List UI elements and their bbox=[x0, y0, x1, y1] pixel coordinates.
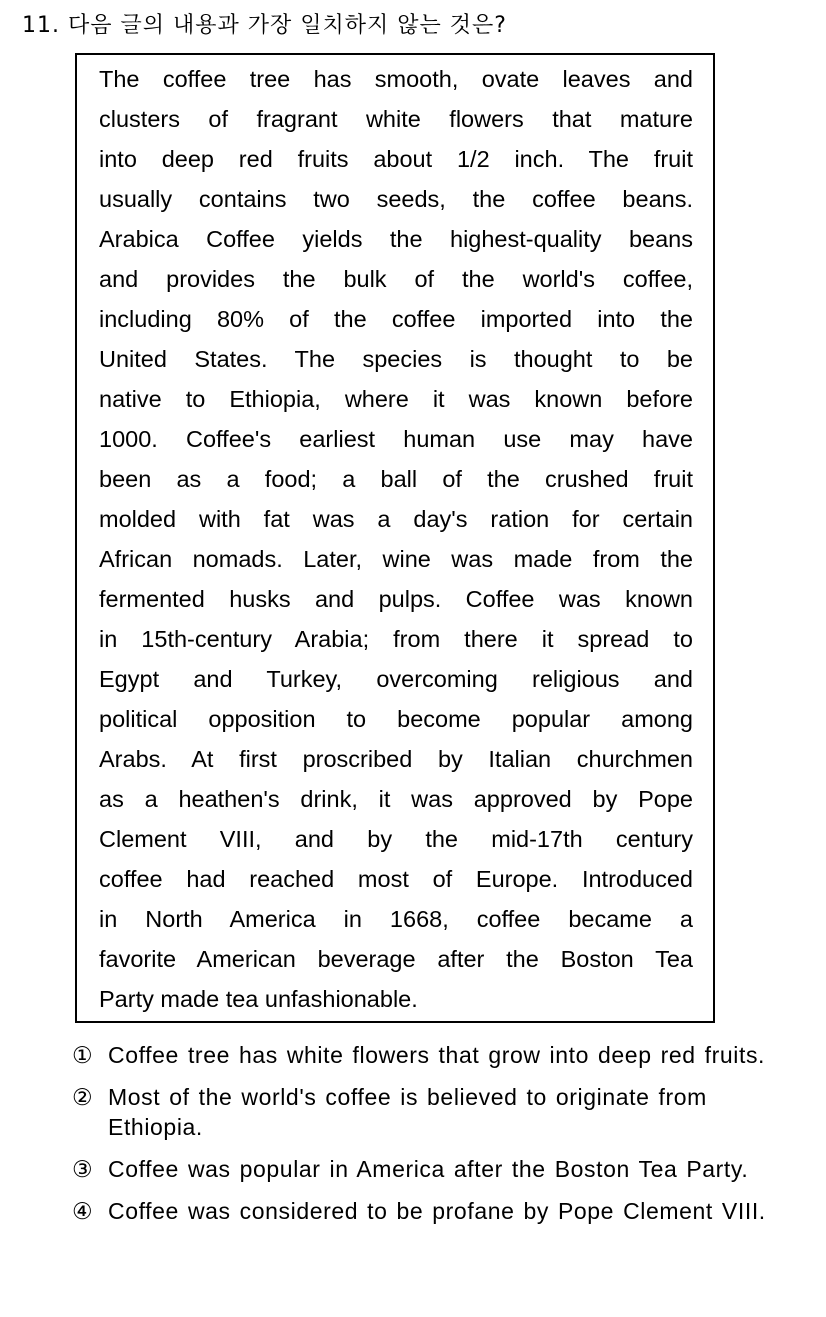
passage-line: 1000. Coffee's earliest human use may have bbox=[99, 426, 693, 452]
passage-line: political opposition to become popular among bbox=[99, 706, 693, 732]
passage-line: Arabica Coffee yields the highest-quality beans bbox=[99, 226, 693, 252]
choice-number: ① bbox=[72, 1042, 93, 1068]
passage-line: Party made tea unfashionable. bbox=[99, 986, 418, 1012]
answer-choice-2[interactable] bbox=[72, 1082, 772, 1142]
passage-line: into deep red fruits about 1/2 inch. The fruit bbox=[99, 146, 693, 172]
passage-line: usually contains two seeds, the coffee beans. bbox=[99, 186, 693, 212]
choice-number: ② bbox=[72, 1084, 93, 1110]
choice-text: Coffee was popular in America after the Boston Tea Party. bbox=[108, 1156, 749, 1182]
passage-line: native to Ethiopia, where it was known before bbox=[99, 386, 693, 412]
choice-number: ④ bbox=[72, 1198, 93, 1224]
choice-text: Coffee was considered to be profane by Pope Clement VIII. bbox=[108, 1198, 766, 1224]
passage-line: and provides the bulk of the world's coffee, bbox=[99, 266, 693, 292]
passage-line: Clement VIII, and by the mid-17th century bbox=[99, 826, 693, 852]
passage-line: United States. The species is thought to be bbox=[99, 346, 693, 372]
passage-box bbox=[75, 53, 715, 1023]
passage-line: Egypt and Turkey, overcoming religious and bbox=[99, 666, 693, 692]
answer-choices bbox=[72, 1040, 772, 1238]
passage-line: clusters of fragrant white flowers that mature bbox=[99, 106, 693, 132]
answer-choice-1[interactable] bbox=[72, 1040, 772, 1070]
choice-text: Most of the world's coffee is believed to originate from Ethiopia. bbox=[108, 1084, 707, 1140]
passage-line: Arabs. At first proscribed by Italian churchmen bbox=[99, 746, 693, 772]
answer-choice-4[interactable] bbox=[72, 1196, 772, 1226]
passage-line: The coffee tree has smooth, ovate leaves and bbox=[99, 66, 693, 92]
answer-choice-3[interactable] bbox=[72, 1154, 772, 1184]
passage-line: in North America in 1668, coffee became a bbox=[99, 906, 693, 932]
passage-line: including 80% of the coffee imported into the bbox=[99, 306, 693, 332]
passage-line: as a heathen's drink, it was approved by Pope bbox=[99, 786, 693, 812]
passage-line: African nomads. Later, wine was made from the bbox=[99, 546, 693, 572]
passage-line: in 15th-century Arabia; from there it spread to bbox=[99, 626, 693, 652]
passage-line: fermented husks and pulps. Coffee was known bbox=[99, 586, 693, 612]
passage-line: favorite American beverage after the Boston Tea bbox=[99, 946, 693, 972]
question-title: 11. 다음 글의 내용과 가장 일치하지 않는 것은? bbox=[22, 13, 507, 38]
passage-line: coffee had reached most of Europe. Introduced bbox=[99, 866, 693, 892]
passage-line: been as a food; a ball of the crushed fruit bbox=[99, 466, 693, 492]
choice-number: ③ bbox=[72, 1156, 93, 1182]
choice-text: Coffee tree has white flowers that grow into deep red fruits. bbox=[108, 1042, 766, 1068]
passage-line: molded with fat was a day's ration for certain bbox=[99, 506, 693, 532]
